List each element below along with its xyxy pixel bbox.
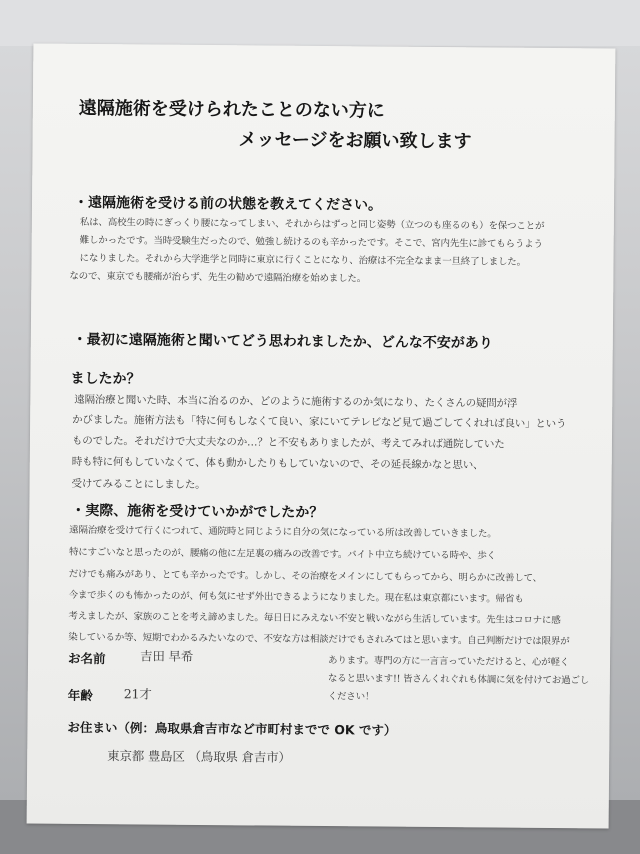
answer-3-line: 考えましたが、家族のことを考え諦めました。毎日日にみえない不安と戦いながら生活しています。先生はコロナに感 [68,610,561,627]
answer-1-line: 難しかったです。当時受験生だったので、勉強し続けるのも辛かったです。そこで、宮内先生に診てもらうよう [79,234,543,250]
answer-3-tail-line: なると思います!! 皆さんくれぐれも体調に気を付けてお過ごし [327,673,590,687]
question-2-line1: ・最初に遠隔施術と聞いてどう思われましたか、どんな不安があり [72,331,493,352]
name-label: お名前 [67,650,106,667]
question-1: ・遠隔施術を受ける前の状態を教えてください。 [73,194,383,214]
answer-1-line: なので、東京でも腰痛が治らず、先生の勧めで遠隔治療を始めました。 [69,270,367,285]
address-label: お住まい（例：鳥取県倉吉市など市町村までで OK です） [67,719,397,738]
address-value: 東京都 豊島区 （鳥取県 倉吉市） [107,748,291,765]
form-title-line2: メッセージをお願い致します [238,129,472,153]
answer-2-line: 時も特に何もしていなくて、体も動かしたりもしていないので、その延長線かなと思い、 [71,455,484,472]
answer-2-line: 受けてみることにしました。 [71,477,206,491]
answer-3-line: 染しているか等、短期でわかるみたいなので、不安な方は相談だけでもされみてはと思います。自己判断だけでは限界が [68,631,570,648]
age-label: 年齢 [67,687,93,704]
answer-2-line: 遠隔治療と聞いた時、本当に治るのか、どのように施術するのか気になり、たくさんの疑問が浮 [74,393,518,410]
form-title-line1: 遠隔施術を受けられたことのない方に [78,97,385,122]
answer-1-line: になりました。それから大学進学と同時に東京に行くことになり、治療は不完全なまま一旦終了しました。 [79,252,526,268]
questionnaire-sheet [27,43,616,828]
answer-3-tail-line: あります。専門の方に一言言っていただけると、心が軽く [327,655,570,669]
answer-3-line: 今まで歩くのも怖かったのが、何も気にせず外出できるようになりました。現在私は東京都にいます。帰省も [68,589,524,605]
answer-3-line: 遠隔治療を受けて行くにつれて、通院時と同じように自分の気になっている所は改善していきました。 [69,524,497,540]
age-value: 21才 [123,686,152,702]
answer-3-line: 特にすごいなと思ったのが、腰痛の他に左足裏の痛みの改善です。バイト中立ち続けている時や、歩く [68,546,496,562]
answer-2-line: ものでした。それだけで大丈夫なのか…？と不安もありましたが、考えてみれば通院していた [71,434,505,451]
wall-top [0,0,640,46]
answer-3-line: だけでも痛みがあり、とても辛かったです。しかし、その治療をメインにしてもらってから、明らかに改善して、 [68,568,542,584]
answer-1-line: 私は、高校生の時にぎっくり腰になってしまい、それからはずっと同じ姿勢（立つのも座るのも）を保つことが [79,216,545,232]
answer-3-tail-line: ください！ [327,691,375,703]
question-2-line2: ましたか？ [70,370,141,388]
name-value: 吉田 早希 [140,648,194,664]
answer-2-line: かびました。施術方法も「特に何もしなくて良い、家にいてテレビなど見て過ごしてくれれば良い」という [72,413,567,431]
question-3: ・実際、施術を受けていかがでしたか？ [71,502,324,522]
